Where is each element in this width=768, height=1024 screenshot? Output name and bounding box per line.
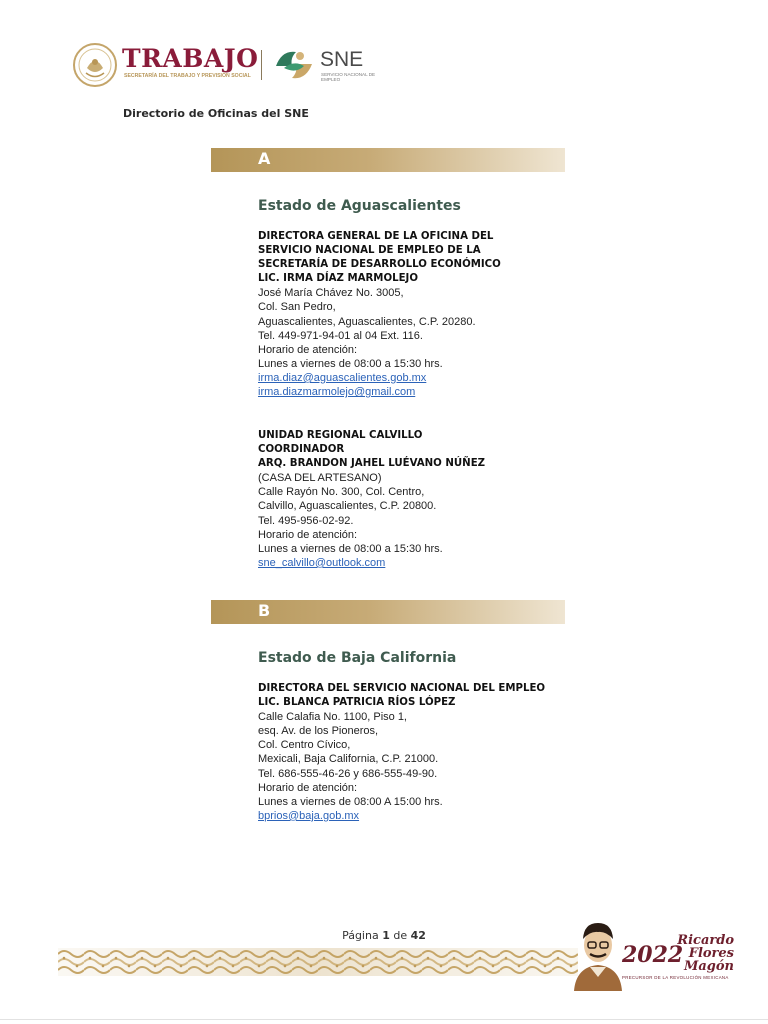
state-title-aguascalientes: Estado de Aguascalientes <box>258 198 461 214</box>
hours-line: Lunes a viernes de 08:00 a 15:30 hrs. <box>258 542 443 555</box>
badge-subtitle: PRECURSOR DE LA REVOLUCIÓN MEXICANA <box>622 975 729 980</box>
office-block <box>258 230 578 399</box>
page-total: 42 <box>410 929 426 942</box>
address-line: esq. Av. de los Pioneros, <box>258 725 379 738</box>
email-link[interactable]: irma.diazmarmolejo@gmail.com <box>258 386 416 399</box>
address-line: Col. Centro Cívico, <box>258 739 351 752</box>
header-logos <box>70 40 390 92</box>
page-current: 1 <box>382 929 390 942</box>
bottom-rule <box>0 1019 768 1020</box>
phone-line: Tel. 495-956-02-92. <box>258 514 354 527</box>
sne-subtitle: SERVICIO NACIONAL DE EMPLEO <box>321 72 376 83</box>
email-link[interactable]: bprios@baja.gob.mx <box>258 809 360 822</box>
office-heading-line: DIRECTORA DEL SERVICIO NACIONAL DEL EMPLEO <box>258 683 546 694</box>
address-line: Aguascalientes, Aguascalientes, C.P. 20280. <box>258 315 476 328</box>
page-separator: de <box>393 929 408 942</box>
hours-label: Horario de atención: <box>258 781 358 794</box>
mexican-seal-icon <box>72 42 118 88</box>
hours-line: Lunes a viernes de 08:00 a 15:30 hrs. <box>258 357 443 370</box>
phone-line: Tel. 686-555-46-26 y 686-555-49-90. <box>258 767 438 780</box>
document-title: Directorio de Oficinas del SNE <box>123 107 309 120</box>
sne-wordmark: SNE <box>320 48 364 71</box>
portrait-illustration <box>570 915 626 991</box>
address-line: José María Chávez No. 3005, <box>258 287 404 300</box>
office-heading-line: ARQ. BRANDON JAHEL LUÉVANO NÚÑEZ <box>258 458 486 470</box>
hours-label: Horario de atención: <box>258 343 358 356</box>
office-block <box>258 682 578 823</box>
decorative-pattern <box>58 948 578 976</box>
office-block <box>258 429 578 570</box>
badge-year: 2022 <box>622 942 684 968</box>
section-letter: A <box>258 149 271 168</box>
address-line: Calle Rayón No. 300, Col. Centro, <box>258 486 425 499</box>
trabajo-subtitle: SECRETARÍA DEL TRABAJO Y PREVISIÓN SOCIAL <box>124 73 251 79</box>
phone-line: Tel. 449-971-94-01 al 04 Ext. 116. <box>258 329 423 342</box>
page-prefix: Página <box>342 929 379 942</box>
office-heading-line: LIC. IRMA DÍAZ MARMOLEJO <box>258 273 419 285</box>
state-title-baja-california: Estado de Baja California <box>258 650 457 666</box>
address-line: Mexicali, Baja California, C.P. 21000. <box>258 753 439 766</box>
email-link[interactable]: irma.diaz@aguascalientes.gob.mx <box>258 371 427 384</box>
office-heading-line: SECRETARÍA DE DESARROLLO ECONÓMICO <box>258 259 501 271</box>
sne-handshake-icon <box>272 44 316 86</box>
section-letter-bar-b <box>211 600 565 624</box>
office-heading-line: DIRECTORA GENERAL DE LA OFICINA DEL <box>258 231 494 242</box>
address-line: Col. San Pedro, <box>258 301 336 314</box>
hours-label: Horario de atención: <box>258 528 358 541</box>
badge-name: Ricardo Flores Magón <box>677 933 734 974</box>
hours-line: Lunes a viernes de 08:00 A 15:00 hrs. <box>258 795 443 808</box>
section-letter: B <box>258 601 271 620</box>
office-heading-line: LIC. BLANCA PATRICIA RÍOS LÓPEZ <box>258 697 456 709</box>
office-heading-line: SERVICIO NACIONAL DE EMPLEO DE LA <box>258 245 481 257</box>
address-line: (CASA DEL ARTESANO) <box>258 472 382 485</box>
section-letter-bar-a <box>211 148 565 172</box>
address-line: Calvillo, Aguascalientes, C.P. 20800. <box>258 500 437 513</box>
office-heading-line: COORDINADOR <box>258 444 345 456</box>
trabajo-wordmark: TRABAJO <box>122 44 259 73</box>
office-heading-line: UNIDAD REGIONAL CALVILLO <box>258 430 423 441</box>
logo-divider <box>261 50 262 80</box>
email-link[interactable]: sne_calvillo@outlook.com <box>258 556 386 569</box>
address-line: Calle Calafia No. 1100, Piso 1, <box>258 711 407 724</box>
year-badge <box>622 933 734 986</box>
